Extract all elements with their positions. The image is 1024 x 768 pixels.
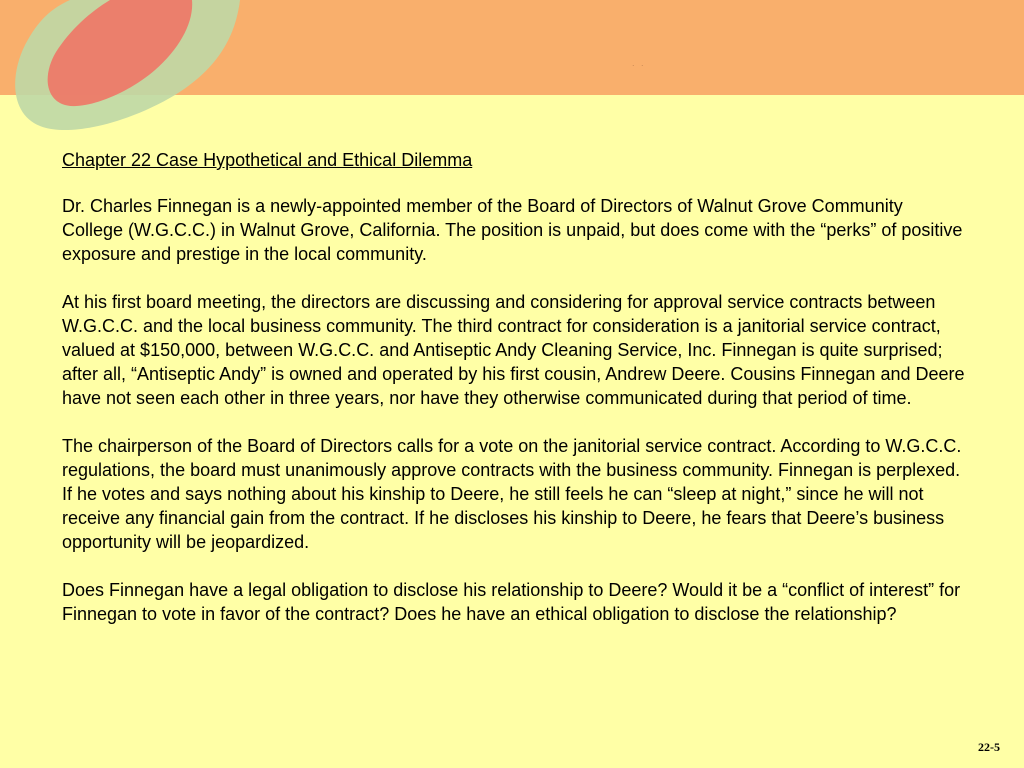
paragraph-vote: The chairperson of the Board of Directors calls for a vote on the janitorial service contract. According to W.G.C.C. regulations, the board must unanimously approve contracts with the business community. Finnegan is perplexed. If he votes and says nothing about his kinship to Deere, he still feels he can “sleep at night,” since he will not receive any financial gain from the contract. If he discloses his kinship to Deere, he fears that Deere’s business opportunity will be jeopardized. [62,436,962,552]
decorative-blob-graphic [0,0,260,140]
slide-content [62,148,967,650]
paragraph-intro: Dr. Charles Finnegan is a newly-appointed member of the Board of Directors of Walnut Grove Community College (W.G.C.C.) in Walnut Grove, California. The position is unpaid, but does come with the “perks” of positive exposure and prestige in the local community. [62,196,963,264]
paragraph-questions: Does Finnegan have a legal obligation to disclose his relationship to Deere? Would it be a “conflict of interest” for Finnegan to vote in favor of the contract? Does he have an ethical obligation to disclose the relationship? [62,580,961,624]
slide-number: 22-5 [978,740,1000,754]
header-dots: . . [632,58,646,68]
paragraph-board-meeting: At his first board meeting, the directors are discussing and considering for approval service contracts between W.G.C.C. and the local business community. The third contract for consideration is a janitorial service contract, valued at $150,000, between W.G.C.C. and Antiseptic Andy Cleaning Service, Inc. Finnegan is quite surprised; after all, “Antiseptic Andy” is owned and operated by his first cousin, Andrew Deere. Cousins Finnegan and Deere have not seen each other in three years, nor have they otherwise communicated during that period of time. [62,292,965,408]
slide-title: Chapter 22 Case Hypothetical and Ethical Dilemma [62,150,473,170]
